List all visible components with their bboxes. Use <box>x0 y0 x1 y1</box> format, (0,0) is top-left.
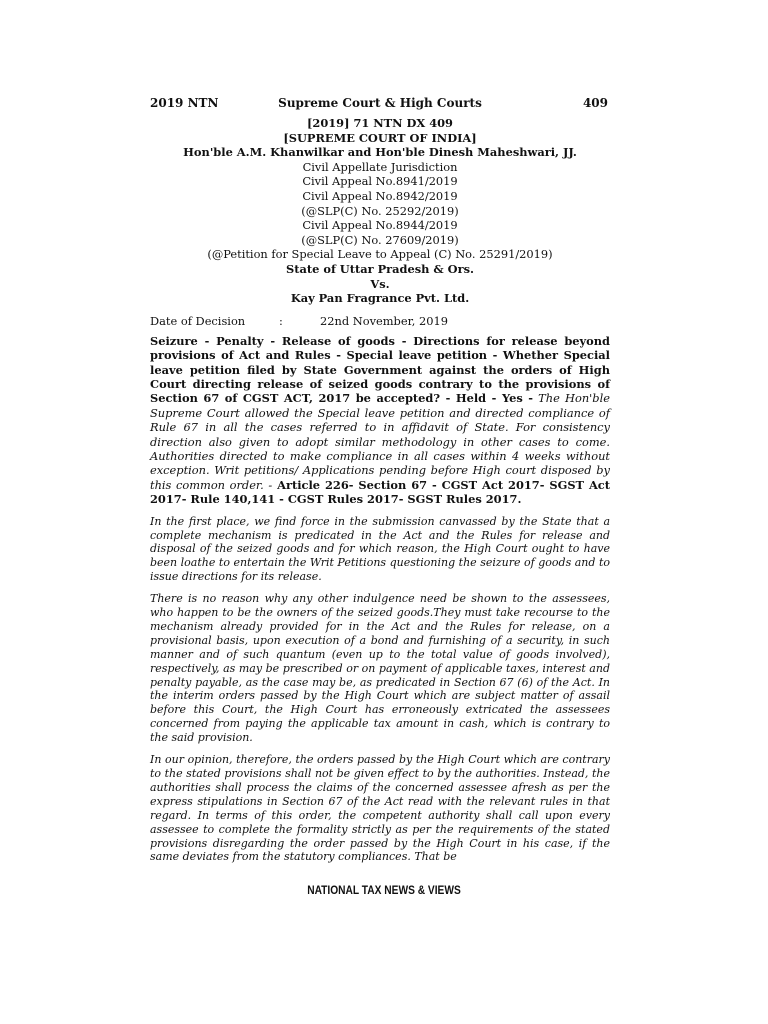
running-head <box>150 96 610 116</box>
versus: Vs. <box>370 276 390 291</box>
jurisdiction: Civil Appellate Jurisdiction <box>302 159 458 174</box>
judges: Hon'ble A.M. Khanwilkar and Hon'ble Dinesh Maheshwari, JJ. <box>183 145 577 160</box>
appeal-number: Civil Appeal No.8944/2019 <box>302 218 458 233</box>
citation: [2019] 71 NTN DX 409 <box>307 116 453 130</box>
slp-number: (@SLP(C) No. 27609/2019) <box>301 232 459 247</box>
publication-footer: NATIONAL TAX NEWS & VIEWS <box>307 883 461 897</box>
appellant: State of Uttar Pradesh & Ors. <box>286 261 474 276</box>
appeal-number: Civil Appeal No.8941/2019 <box>302 174 458 189</box>
petition-number: (@Petition for Special Leave to Appeal (C) No. 25291/2019) <box>207 247 553 262</box>
judgment-paragraph: In our opinion, therefore, the orders passed by the High Court which are contrary to the stated provisions shall not be given effect to by the authorities. Instead, the authorities shall process the claims of the concerned assessee afresh as per the express stipulations in Section 67 of the Act read with the relevant rules in that regard. In terms of this order, the competent authority shall call upon every assessee to complete the formality strictly as per the requirements of the stated provisions disregarding the order passed by the High Court in his case, if the same deviates from the statutory compliances. That be <box>150 753 610 864</box>
decision-date-row <box>150 314 610 330</box>
judgment-paragraph: In the first place, we find force in the submission canvassed by the State that a complete mechanism is predicated in the Act and the Rules for release and disposal of the seized goods and for which reason, the High Court ought to have been loathe to entertain the Writ Petitions questioning the seizure of goods and to issue directions for its release. <box>150 514 610 584</box>
appeal-number: Civil Appeal No.8942/2019 <box>302 188 458 203</box>
decision-date-value: 22nd November, 2019 <box>320 313 448 328</box>
headnote-statutes: Article 226- Section 67 - CGST Act 2017- SGST Act 2017- Rule 140,141 - CGST Rules 2017- SGST Rules 2017. <box>150 477 610 507</box>
headnote <box>150 334 610 507</box>
respondent: Kay Pan Fragrance Pvt. Ltd. <box>290 291 470 306</box>
headnote-keywords: Seizure - Penalty - Release of goods - Directions for release beyond provisions of Act and Rules - Special leave petition - Whether Special leave petition filed by State Government against the orders of High Court directing release of seized goods contrary to the provisions of Section 67 of CGST ACT, 2017 be accepted? - Held - Yes - <box>150 333 610 406</box>
document-page <box>150 96 610 864</box>
page-number: 409 <box>582 96 608 110</box>
decision-date-label: Date of Decision <box>150 313 246 328</box>
slp-number: (@SLP(C) No. 25292/2019) <box>301 203 459 218</box>
court-name: [SUPREME COURT OF INDIA] <box>283 130 477 145</box>
case-header <box>150 116 610 306</box>
judgment-paragraph: There is no reason why any other indulgence need be shown to the assessees, who happen to be the owners of the seized goods.They must take recourse to the mechanism already provided for in the Act and the Rules for release, on a provisional basis, upon execution of a bond and furnishing of a security, in such manner and of such quantum (even up to the total value of goods involved), respectively, as may be prescribed or on payment of applicable taxes, interest and penalty payable, as the case may be, as predicated in Section 67 (6) of the Act. In the interim orders passed by the High Court which are subject matter of assail before this Court, the High Court has erroneously extricated the assessees concerned from paying the applicable tax amount in cash, which is contrary to the said provision. <box>150 592 610 745</box>
running-head-left: 2019 NTN <box>150 96 219 110</box>
decision-date-colon: : <box>279 313 283 328</box>
headnote-summary: The Hon'ble Supreme Court allowed the Special leave petition and directed compliance of Rule 67 in all the cases referred to in affidavit of State. For consistency direction also given to adopt similar methodology in other cases to come. Authorities directed to make compliance in all cases within 4 weeks without exception. Writ petitions/ Applications pending before High court disposed by this common order. - <box>150 391 610 492</box>
running-head-title: Supreme Court & High Courts <box>278 96 482 110</box>
